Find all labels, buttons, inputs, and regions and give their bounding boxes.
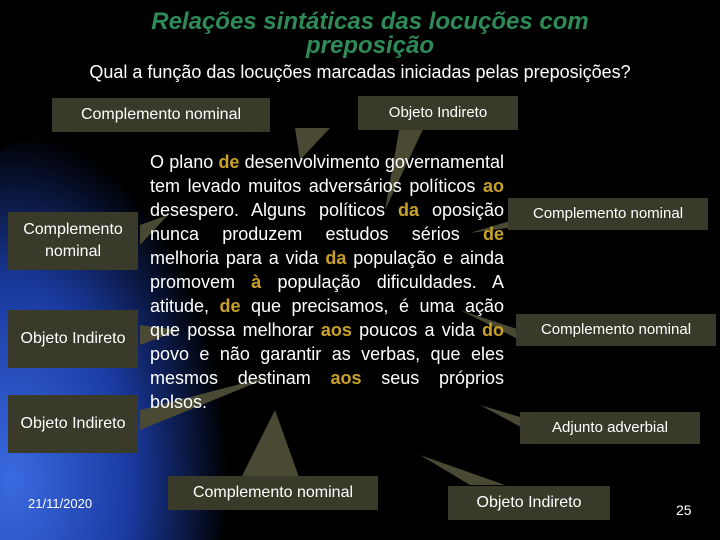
highlighted-preposition: ao	[482, 176, 504, 196]
highlighted-preposition: da	[397, 200, 419, 220]
passage-segment: que precisamos, é uma ação que possa melhorar	[150, 296, 504, 340]
highlighted-preposition: à	[251, 272, 262, 292]
passage-segment: poucos a vida	[351, 320, 483, 340]
passage-segment: melhoria para a vida	[150, 248, 326, 268]
label-bottom-right: Objeto Indireto	[448, 486, 610, 520]
slide-page-number: 25	[676, 502, 692, 518]
highlighted-preposition: aos	[320, 320, 352, 340]
label-bottom-center: Complemento nominal	[168, 476, 378, 510]
passage-segment: população e ainda promovem	[150, 248, 505, 292]
passage-segment: desespero. Alguns políticos	[150, 200, 398, 220]
highlighted-preposition: de	[219, 296, 241, 316]
passage-segment: povo e não garantir as verbas, que eles mesmos destinam	[150, 344, 504, 388]
slide-title-line2: preposição	[305, 32, 435, 59]
highlighted-preposition: de	[218, 152, 240, 172]
passage-segment: oposição nunca produzem estudos sérios	[150, 200, 504, 244]
label-right-3: Adjunto adverbial	[520, 412, 700, 444]
label-left-3: Objeto Indireto	[8, 395, 138, 453]
label-left-2: Objeto Indireto	[8, 310, 138, 368]
passage-segment: O plano	[150, 152, 219, 172]
highlighted-preposition: aos	[330, 368, 362, 388]
label-top-left: Complemento nominal	[52, 98, 270, 132]
label-top-center: Objeto Indireto	[358, 96, 518, 130]
highlighted-preposition: do	[482, 320, 505, 340]
passage-segment: seus próprios bolsos.	[150, 368, 504, 412]
passage-segment: população dificuldades. A atitude,	[150, 272, 505, 316]
highlighted-preposition: de	[482, 224, 504, 244]
label-right-1: Complemento nominal	[508, 198, 708, 230]
label-right-2: Complemento nominal	[516, 314, 716, 346]
slide-title-line1: Relações sintáticas das locuções com	[151, 8, 589, 35]
highlighted-preposition: da	[325, 248, 347, 268]
slide-date: 21/11/2020	[28, 496, 93, 511]
question-text: Qual a função das locuções marcadas iniciadas pelas preposições?	[89, 62, 631, 82]
passage-text	[150, 150, 504, 414]
passage-segment: desenvolvimento governamental tem levado muitos adversários políticos	[150, 152, 504, 196]
label-left-1: Complemento nominal	[8, 212, 138, 270]
